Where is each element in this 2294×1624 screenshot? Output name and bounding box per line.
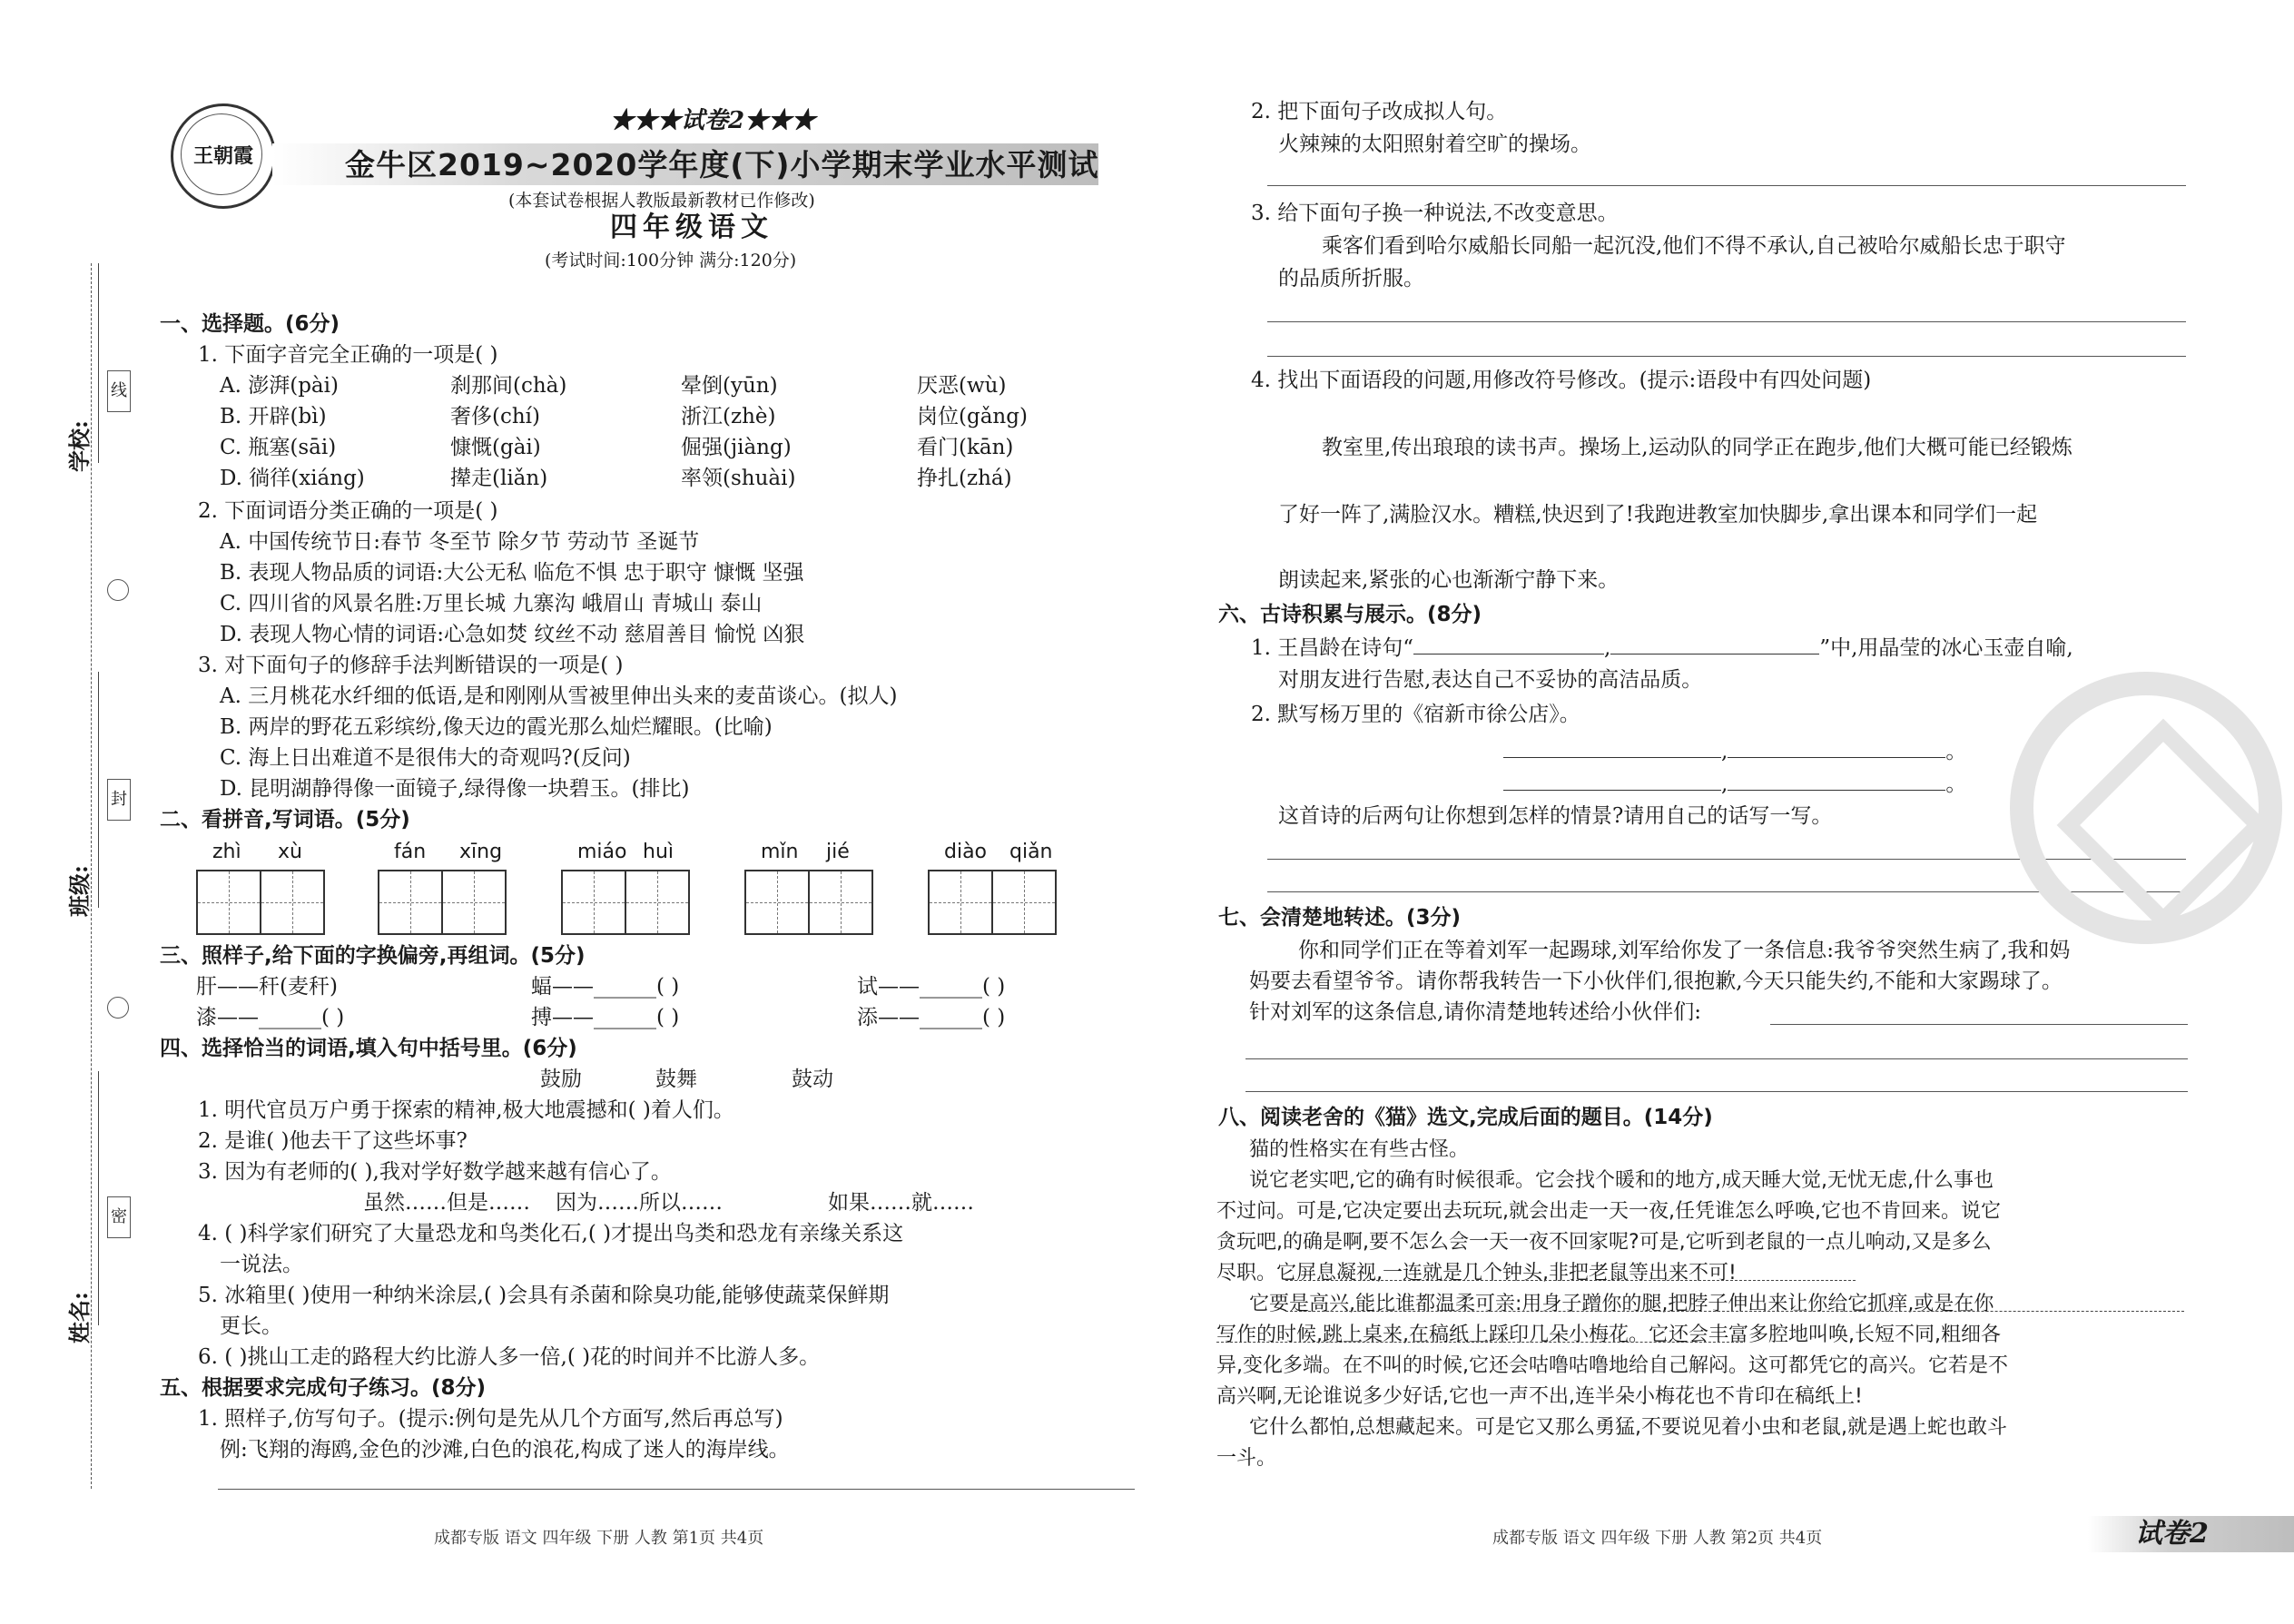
- s1-q1-option: C. 瓶塞(sāi): [220, 436, 337, 459]
- pinyin-label: jié: [826, 841, 850, 863]
- s4-q1[interactable]: 1. 明代官员万户勇于探索的精神,极大地震撼和( )着人们。: [198, 1098, 734, 1122]
- s1-q1-option: 看门(kān): [917, 436, 1014, 459]
- school-field[interactable]: [98, 263, 99, 463]
- tianzige-cell[interactable]: [379, 871, 441, 933]
- passage-line: 尽职。它屏息凝视,一连就是几个钟头,非把老鼠等出来不可!: [1216, 1262, 1737, 1284]
- wavy-underline: [1285, 1280, 1856, 1281]
- s5-title: 五、根据要求完成句子练习。(8分): [160, 1376, 487, 1400]
- tianzige-box[interactable]: [928, 870, 1057, 935]
- footer-right: 成都专版 语文 四年级 下册 人教 第2页 共4页: [1492, 1529, 1823, 1548]
- s4-word-1: 鼓励: [540, 1068, 582, 1091]
- s3-r1-c3[interactable]: 试——______( ): [857, 975, 1006, 999]
- s1-q1-option: 撵走(liǎn): [450, 467, 548, 490]
- watermark-seal-inner: [2057, 719, 2270, 932]
- s4-word-2: 鼓舞: [655, 1068, 697, 1091]
- binding-circle: [107, 579, 129, 601]
- pinyin-label: diào: [944, 841, 988, 863]
- tianzige-box[interactable]: [196, 870, 325, 935]
- s3-r1-c2[interactable]: 蝠——______( ): [531, 975, 680, 999]
- tianzige-cell[interactable]: [198, 871, 260, 933]
- s1-q1-option: 晕倒(yūn): [681, 374, 778, 398]
- comma: ,: [1604, 636, 1611, 660]
- pinyin-label: xīng: [459, 841, 503, 863]
- tianzige-cell[interactable]: [746, 871, 808, 933]
- header-logo: [171, 103, 276, 209]
- s7-p2: 妈要去看望爷爷。请你帮我转告一下小伙伴们,很抱歉,今天只能失约,不能和大家踢球了。: [1249, 969, 2063, 993]
- tianzige-cell[interactable]: [563, 871, 625, 933]
- s6-q1-cont: 对朋友进行告慰,表达自己不妥协的高洁品质。: [1278, 668, 1703, 692]
- passage-line: 猫的性格实在有些古怪。: [1249, 1138, 1470, 1161]
- s4-conj-3: 如果……就……: [828, 1191, 974, 1215]
- passage-line: 不过问。可是,它决定要出去玩玩,就会出走一天一夜,任凭谁怎么呼唤,它也不肯回来。说它: [1216, 1200, 2001, 1223]
- s1-q1-option: B. 开辟(bì): [220, 405, 327, 428]
- header-note: (本套试卷根据人教版最新教材已作修改): [508, 191, 815, 211]
- s4-conj-2: 因为……所以……: [556, 1191, 723, 1215]
- s1-q1: 1. 下面字音完全正确的一项是( ): [198, 343, 498, 367]
- s1-q1-option: 浙江(zhè): [681, 405, 776, 428]
- s4-q6[interactable]: 6. ( )挑山工走的路程大约比游人多一倍,( )花的时间并不比游人多。: [198, 1345, 821, 1369]
- passage-line: 一斗。: [1216, 1447, 1277, 1470]
- passage-line: 它什么都怕,总想藏起来。可是它又那么勇猛,不要说见着小虫和老鼠,就是遇上蛇也敢斗: [1249, 1416, 2007, 1439]
- s1-q1-option: 倔强(jiàng): [681, 436, 792, 459]
- passage-line: 写作的时候,跳上桌来,在稿纸上踩印几朵小梅花。它还会丰富多腔地叫唤,长短不同,粗细各: [1216, 1324, 2001, 1346]
- s5-q4: 4. 找出下面语段的问题,用修改符号修改。(提示:语段中有四处问题): [1251, 369, 1872, 392]
- poem-blank[interactable]: [1503, 737, 1721, 758]
- tianzige-cell[interactable]: [261, 871, 323, 933]
- s6-q2-ask: 这首诗的后两句让你想到怎样的情景?请用自己的话写一写。: [1278, 804, 1833, 828]
- name-label: 姓名:: [66, 1292, 93, 1343]
- s6-q1-tail: ”中,用晶莹的冰心玉壶自喻,: [1819, 636, 2073, 660]
- s1-q3-c: C. 海上日出难道不是很伟大的奇观吗?(反问): [220, 746, 631, 770]
- header-badge: ★★★试卷2★★★: [610, 107, 816, 134]
- s3-title: 三、照样子,给下面的字换偏旁,再组词。(5分): [160, 944, 586, 968]
- poem-blank[interactable]: [1610, 634, 1819, 655]
- pinyin-label: fán: [394, 841, 427, 863]
- pinyin-label: qiǎn: [1009, 841, 1053, 863]
- poem-blank[interactable]: [1728, 770, 1945, 791]
- tianzige-cell[interactable]: [626, 871, 688, 933]
- answer-line[interactable]: [1267, 321, 2186, 322]
- passage-line: 高兴啊,无论谁说多少好话,它也一声不出,连半朵小梅花也不肯印在稿纸上!: [1216, 1385, 1863, 1408]
- header-subject: 四年级语文: [610, 212, 773, 243]
- s5-q1: 1. 照样子,仿写句子。(提示:例句是先从几个方面写,然后再总写): [198, 1407, 783, 1431]
- s1-title: 一、选择题。(6分): [160, 312, 340, 336]
- s3-r2-c1[interactable]: 漆——______( ): [196, 1006, 345, 1029]
- pinyin-label: zhì: [212, 841, 241, 863]
- pinyin-label: huì: [643, 841, 674, 863]
- answer-line[interactable]: [1770, 1024, 2188, 1025]
- s4-title: 四、选择恰当的词语,填入句中括号里。(6分): [160, 1037, 577, 1060]
- s1-q2-d: D. 表现人物心情的词语:心急如焚 纹丝不动 慈眉善目 愉悦 凶狠: [220, 623, 805, 646]
- wavy-underline: [1285, 1311, 2184, 1312]
- s4-conj-1: 虽然……但是……: [363, 1191, 530, 1215]
- s1-q3-a: A. 三月桃花水纤细的低语,是和刚刚从雪被里伸出头来的麦苗谈心。(拟人): [220, 684, 898, 708]
- s2-title: 二、看拼音,写词语。(5分): [160, 808, 410, 832]
- tianzige-box[interactable]: [744, 870, 873, 935]
- answer-line[interactable]: [1245, 1058, 2188, 1059]
- poem-blank[interactable]: [1728, 737, 1945, 758]
- poem-blank[interactable]: [1413, 634, 1604, 655]
- footer-left: 成都专版 语文 四年级 下册 人教 第1页 共4页: [434, 1529, 764, 1548]
- binding-mark-close: 密: [107, 1196, 131, 1238]
- header-title: 金牛区2019~2020学年度(下)小学期末学业水平测试: [345, 147, 1099, 182]
- passage-line: 它要是高兴,能比谁都温柔可亲:用身子蹭你的腿,把脖子伸出来让你给它抓痒,或是在你: [1249, 1293, 1994, 1315]
- name-field[interactable]: [98, 1071, 99, 1325]
- s5-q3-text-cont: 的品质所折服。: [1278, 267, 1424, 290]
- binding-circle: [107, 997, 129, 1019]
- answer-line[interactable]: [1245, 1091, 2188, 1092]
- s5-q4-p1[interactable]: 教室里,传出琅琅的读书声。操场上,运动队的同学正在跑步,他们大概可能已经锻炼: [1322, 436, 2072, 459]
- wavy-underline: [1216, 1342, 1743, 1343]
- s5-q3: 3. 给下面句子换一种说法,不改变意思。: [1251, 202, 1619, 225]
- school-label: 学校:: [66, 420, 93, 472]
- s7-p3: 针对刘军的这条信息,请你清楚地转述给小伙伴们:: [1249, 1000, 1702, 1024]
- s6-q1-lead: 1. 王昌龄在诗句“: [1251, 636, 1414, 660]
- s6-q2: 2. 默写杨万里的《宿新市徐公店》。: [1251, 703, 1580, 726]
- s1-q1-option: 率领(shuài): [681, 467, 796, 490]
- s6-q1[interactable]: [1251, 634, 2073, 662]
- answer-line[interactable]: [1267, 185, 2186, 186]
- tianzige-cell[interactable]: [993, 871, 1055, 933]
- s5-q4-p2[interactable]: 了好一阵了,满脸汉水。糟糕,快迟到了!我跑进教室加快脚步,拿出课本和同学们一起: [1278, 503, 2038, 527]
- s5-q2: 2. 把下面句子改成拟人句。: [1251, 100, 1508, 123]
- class-label: 班级:: [66, 865, 93, 917]
- s4-q5[interactable]: 5. 冰箱里( )使用一种纳米涂层,( )会具有杀菌和除臭功能,能够使蔬菜保鲜期: [198, 1284, 890, 1307]
- s4-q5-cont: 更长。: [220, 1314, 282, 1338]
- s1-q1-option: A. 澎湃(pài): [220, 374, 339, 398]
- s7-title: 七、会清楚地转述。(3分): [1218, 906, 1462, 930]
- s1-q1-option: 岗位(gǎng): [917, 405, 1028, 428]
- logo-text: 王朝霞: [192, 144, 253, 168]
- passage-line: 异,变化多端。在不叫的时候,它还会咕噜咕噜地给自己解闷。这可都凭它的高兴。它若是不: [1216, 1354, 2008, 1377]
- s1-q1-option: 厌恶(wù): [917, 374, 1007, 398]
- s1-q1-option: 刹那间(chà): [450, 374, 567, 398]
- s1-q3: 3. 对下面句子的修辞手法判断错误的一项是( ): [198, 654, 624, 677]
- tianzige-cell[interactable]: [443, 871, 505, 933]
- s4-q2[interactable]: 2. 是谁( )他去干了这些坏事?: [198, 1129, 468, 1153]
- s1-q2-a: A. 中国传统节日:春节 冬至节 除夕节 劳动节 圣诞节: [220, 530, 700, 554]
- s5-q4-p3[interactable]: 朗读起来,紧张的心也渐渐宁静下来。: [1278, 568, 1620, 592]
- footer-tag: 试卷2: [2135, 1518, 2209, 1550]
- s3-r2-c2[interactable]: 搏——______( ): [531, 1006, 680, 1029]
- poem-lines-2[interactable]: , 。: [1503, 770, 1966, 798]
- passage-line: 贪玩吧,的确是啊,要不怎么会一天一夜不回家呢?可是,它听到老鼠的一点儿响动,又是多么: [1216, 1231, 1992, 1254]
- s1-q1-option: 慷慨(gài): [450, 436, 541, 459]
- tianzige-box[interactable]: [378, 870, 507, 935]
- s1-q3-b: B. 两岸的野花五彩缤纷,像天边的霞光那么灿烂耀眼。(比喻): [220, 715, 773, 739]
- s1-q2: 2. 下面词语分类正确的一项是( ): [198, 499, 498, 523]
- s1-q3-d: D. 昆明湖静得像一面镜子,绿得像一块碧玉。(排比): [220, 777, 690, 801]
- s6-title: 六、古诗积累与展示。(8分): [1218, 603, 1482, 626]
- watermark-seal: [2010, 672, 2282, 944]
- tianzige-cell[interactable]: [810, 871, 871, 933]
- s4-word-3: 鼓动: [792, 1068, 833, 1091]
- answer-line[interactable]: [1267, 356, 2186, 357]
- pinyin-label: mǐn: [761, 841, 799, 863]
- s1-q1-option: 挣扎(zhá): [917, 467, 1012, 490]
- s1-q2-c: C. 四川省的风景名胜:万里长城 九寨沟 峨眉山 青城山 泰山: [220, 592, 763, 615]
- passage-line: 说它老实吧,它的确有时候很乖。它会找个暖和的地方,成天睡大觉,无忧无虑,什么事也: [1249, 1169, 1994, 1192]
- pinyin-label: xù: [278, 841, 302, 863]
- poem-blank[interactable]: [1503, 770, 1721, 791]
- s3-r2-c3[interactable]: 添——______( ): [857, 1006, 1006, 1029]
- s8-title: 八、阅读老舍的《猫》选文,完成后面的题目。(14分): [1218, 1106, 1713, 1129]
- s5-q2-text: 火辣辣的太阳照射着空旷的操场。: [1278, 133, 1591, 156]
- s3-r1-c1: 肝——秆(麦秆): [196, 975, 338, 999]
- class-field[interactable]: [98, 672, 99, 908]
- s1-q1-option: D. 徜徉(xiáng): [220, 467, 365, 490]
- pinyin-label: miáo: [577, 841, 627, 863]
- tianzige-cell[interactable]: [930, 871, 991, 933]
- s1-q1-option: 奢侈(chí): [450, 405, 540, 428]
- s5-example: 例:飞翔的海鸥,金色的沙滩,白色的浪花,构成了迷人的海岸线。: [220, 1438, 790, 1462]
- header-exam-info: (考试时间:100分钟 满分:120分): [545, 251, 797, 271]
- binding-mark-seal: 封: [107, 779, 131, 821]
- binding-mark-line: 线: [107, 370, 131, 412]
- s1-q2-b: B. 表现人物品质的词语:大公无私 临危不惧 忠于职守 慷慨 坚强: [220, 561, 804, 585]
- s5-q3-text: 乘客们看到哈尔威船长同船一起沉没,他们不得不承认,自己被哈尔威船长忠于职守: [1322, 234, 2066, 258]
- s4-q3[interactable]: 3. 因为有老师的( ),我对学好数学越来越有信心了。: [198, 1160, 672, 1184]
- tianzige-box[interactable]: [561, 870, 690, 935]
- answer-line[interactable]: [218, 1489, 1135, 1490]
- s7-p1: 你和同学们正在等着刘军一起踢球,刘军给你发了一条信息:我爷爷突然生病了,我和妈: [1298, 939, 2071, 962]
- poem-lines-1[interactable]: , 。: [1503, 737, 1966, 765]
- s4-q4[interactable]: 4. ( )科学家们研究了大量恐龙和鸟类化石,( )才提出鸟类和恐龙有亲缘关系这: [198, 1222, 904, 1245]
- s4-q4-cont: 一说法。: [220, 1253, 303, 1276]
